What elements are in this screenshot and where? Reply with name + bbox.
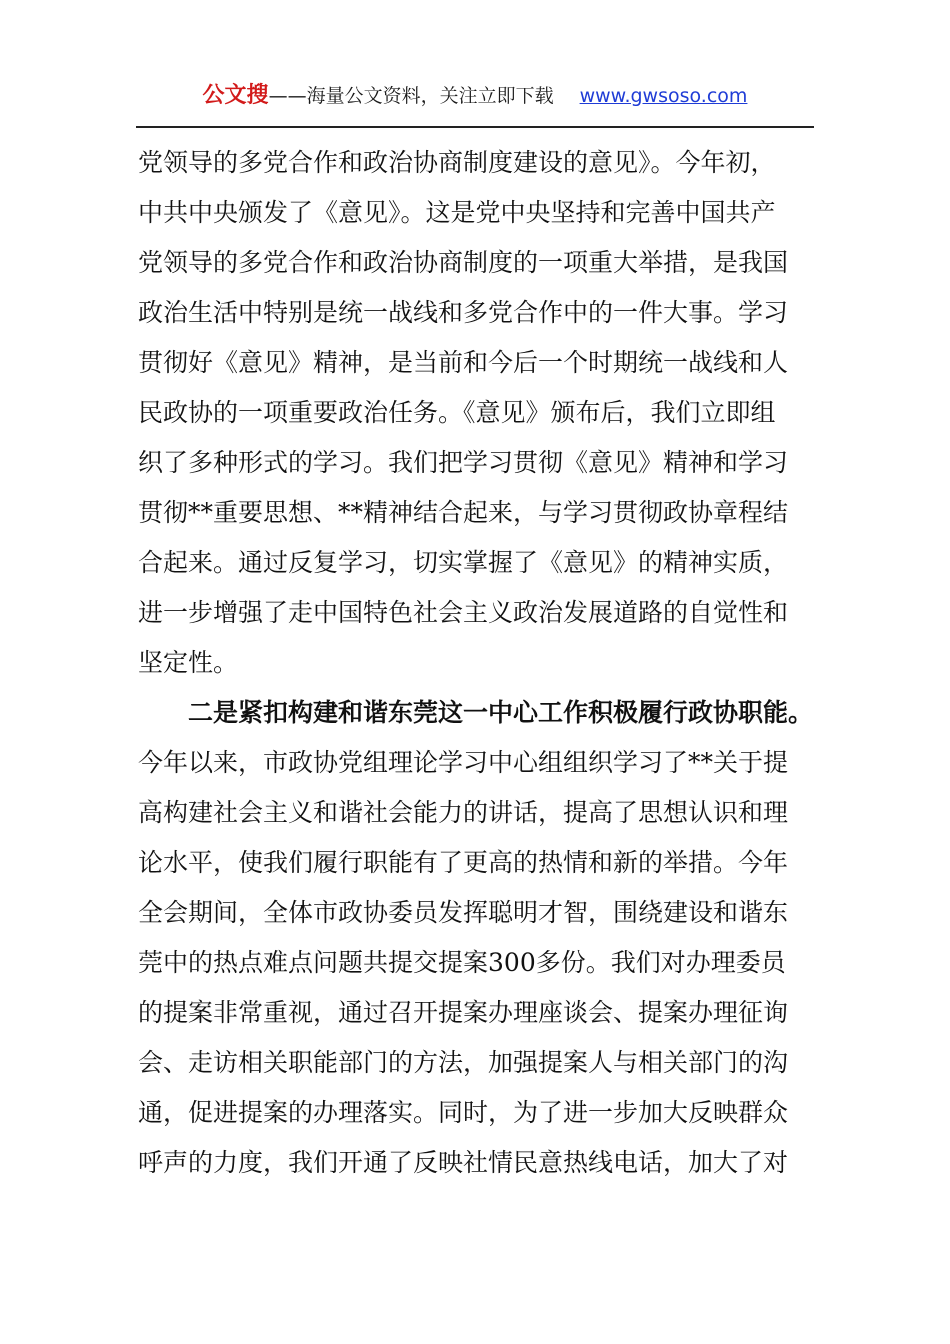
text-line: 呼声的力度，我们开通了反映社情民意热线电话，加大了对: [138, 1148, 789, 1177]
text-line: 坚定性。: [138, 648, 239, 677]
text-line: 贯彻好《意见》精神，是当前和今后一个时期统一战线和人: [138, 348, 789, 377]
text-line: 党领导的多党合作和政治协商制度建设的意见》。今年初，: [138, 148, 776, 177]
text-line: 中共中央颁发了《意见》。这是党中央坚持和完善中国共产: [138, 198, 776, 227]
text-line: 贯彻**重要思想、**精神结合起来，与学习贯彻政协章程结: [138, 498, 789, 527]
website-link[interactable]: www.gwsoso.com: [579, 85, 748, 107]
text-line: 通，促进提案的办理落实。同时，为了进一步加大反映群众: [138, 1098, 789, 1127]
text-line: 今年以来，市政协党组理论学习中心组组织学习了**关于提: [138, 748, 789, 777]
text-line: 莞中的热点难点问题共提交提案300多份。我们对办理委员: [138, 948, 786, 977]
text-line: 进一步增强了走中国特色社会主义政治发展道路的自觉性和: [138, 598, 789, 627]
text-line: 论水平，使我们履行职能有了更高的热情和新的举措。今年: [138, 848, 789, 877]
text-line: 党领导的多党合作和政治协商制度的一项重大举措，是我国: [138, 248, 789, 277]
document-header: [0, 76, 950, 116]
text-line: 政治生活中特别是统一战线和多党合作中的一件大事。学习: [138, 298, 789, 327]
text-line: 高构建社会主义和谐社会能力的讲话，提高了思想认识和理: [138, 798, 789, 827]
text-line: 的提案非常重视，通过召开提案办理座谈会、提案办理征询: [138, 998, 789, 1027]
brand-logo-text: 公文搜: [202, 83, 269, 108]
section-heading: 二是紧扣构建和谐东莞这一中心工作积极履行政协职能。: [188, 698, 814, 727]
text-line: 民政协的一项重要政治任务。《意见》颁布后，我们立即组: [138, 398, 776, 427]
header-divider: [136, 126, 814, 128]
text-line: 会、走访相关职能部门的方法，加强提案人与相关部门的沟: [138, 1048, 789, 1077]
text-line: 织了多种形式的学习。我们把学习贯彻《意见》精神和学习: [138, 448, 789, 477]
text-line: 合起来。通过反复学习，切实掌握了《意见》的精神实质，: [138, 548, 789, 577]
header-slogan: ——海量公文资料，关注立即下载: [268, 85, 554, 107]
text-line: 全会期间，全体市政协委员发挥聪明才智，围绕建设和谐东: [138, 898, 789, 927]
